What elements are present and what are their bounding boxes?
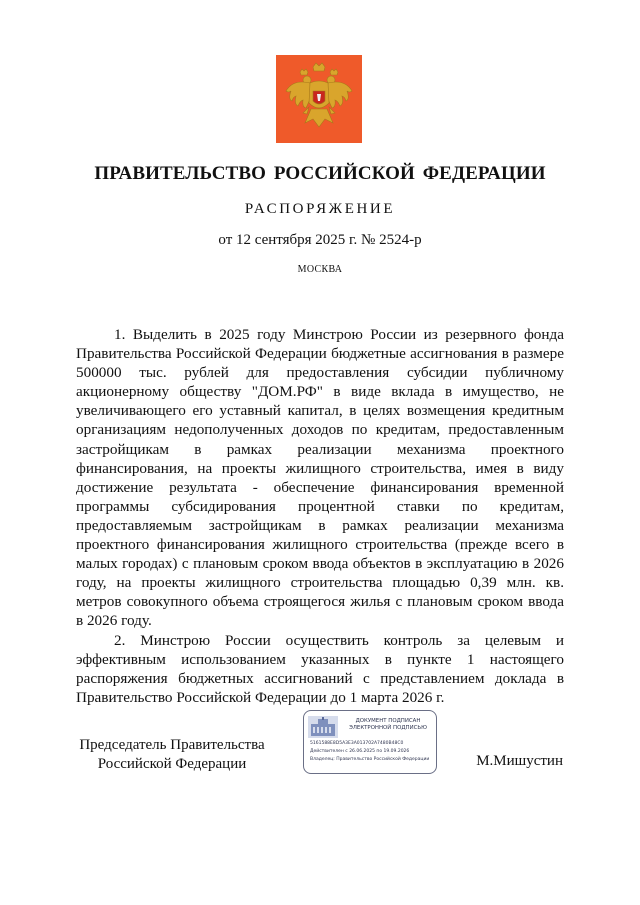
russian-coat-of-arms-icon: [276, 55, 362, 143]
stamp-title: [342, 718, 434, 732]
signer-position: [74, 736, 270, 774]
paragraph-1: 1. Выделить в 2025 году Минстрою России из резервного фонда Правительства Российской Федерации бюджетные ассигнования в размере 500000 тыс. рублей для предоставления субсидии публичному акционерному обществу "ДОМ.РФ" в виде вклада в имущество, не увеличивающего его уставный капитал, в целях возмещения кредитным организациям недополученных доходов по кредитам, предоставленным застройщикам в рамках реализации механизма проектного финансирования, на проекты жилищного строительства, имея в виду достижение результата - обеспечение финансирования временной программы субсидирования процентной ставки по кредитам, предоставляемым застройщикам в рамках реализации механизма проектного финансирования жилищного строительства (прежде всего в малых городах) с плановым сроком ввода объектов в эксплуатацию в 2026 году, на проекты жилищного строительства площадью 0,39 млн. кв. метров совокупного объема строящегося жилья с плановым сроком ввода в 2026 году.: [76, 326, 564, 630]
document-body: [76, 325, 564, 707]
document-date-number: от 12 сентября 2025 г. № 2524-р: [218, 232, 422, 248]
stamp-validity: Действителен с 26.06.2025 по 19.09.2026: [310, 749, 410, 754]
government-title: ПРАВИТЕЛЬСТВО РОССИЙСКОЙ ФЕДЕРАЦИИ: [94, 163, 546, 184]
signer-position-line-2: Российской Федерации: [97, 756, 247, 772]
signer-position-line-1: Председатель Правительства: [79, 737, 265, 753]
document-type: РАСПОРЯЖЕНИЕ: [244, 201, 396, 217]
paragraph-2: 2. Минстрою России осуществить контроль за целевым и эффективным использованием указанных в пункте 1 настоящего распоряжения бюджетных ассигнований с представлением доклада в Правительство Российской Федерации до 1 марта 2026 г.: [76, 631, 564, 706]
stamp-title-line-2: ЭЛЕКТРОННОЙ ПОДПИСЬЮ: [349, 725, 427, 731]
electronic-signature-stamp: [303, 710, 437, 774]
stamp-owner: Владелец: Правительство Российской Федерации: [310, 757, 430, 762]
government-building-icon: [308, 716, 338, 742]
stamp-title-line-1: ДОКУМЕНТ ПОДПИСАН: [355, 718, 421, 724]
document-city: МОСКВА: [297, 264, 343, 275]
stamp-certificate: 5161588E8D5A3E3A013702A7480B48C0: [310, 741, 404, 746]
signer-name: М.Мишустин: [476, 753, 563, 769]
